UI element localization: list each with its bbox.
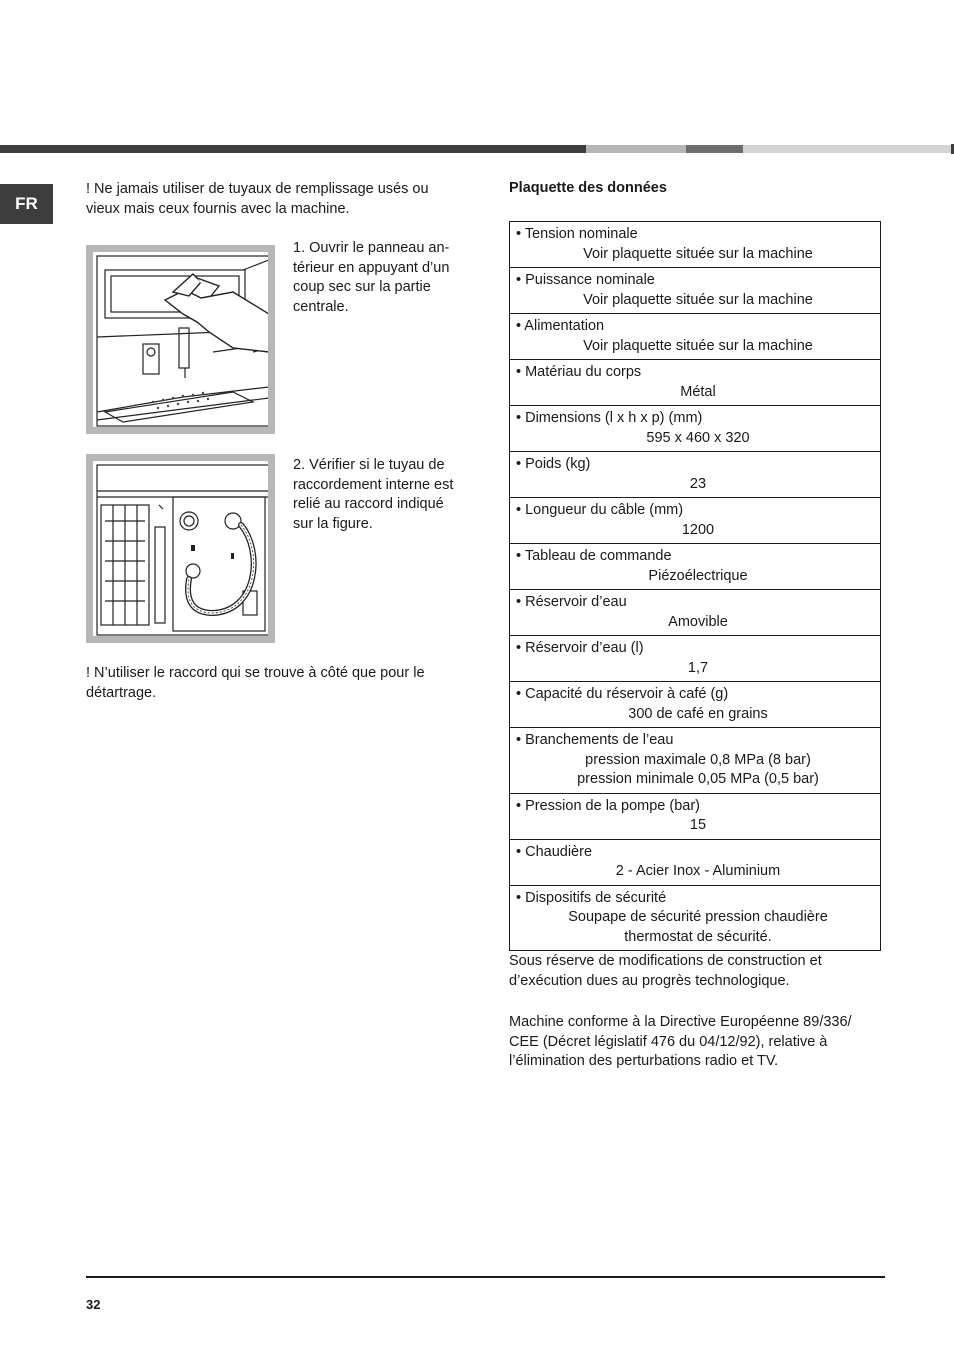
spec-row bbox=[510, 636, 881, 682]
warning-descaling-connector: ! N’utiliser le raccord qui se trouve à côté que pour le détartrage. bbox=[86, 665, 425, 701]
spec-row bbox=[510, 728, 881, 794]
spec-value: pression maximale 0,8 MPa (8 bar) pression minimale 0,05 MPa (0,5 bar) bbox=[577, 751, 819, 787]
spec-value: Voir plaquette située sur la machine bbox=[583, 291, 813, 308]
spec-cell bbox=[510, 544, 881, 590]
figure-hose-connection bbox=[86, 454, 275, 643]
spec-cell bbox=[510, 793, 881, 839]
spec-value: 23 bbox=[689, 475, 707, 492]
spec-row bbox=[510, 222, 881, 268]
spec-label: • Poids (kg) bbox=[516, 456, 591, 472]
spec-cell bbox=[510, 314, 881, 360]
spec-row bbox=[510, 682, 881, 728]
spec-label: • Capacité du réservoir à café (g) bbox=[516, 686, 729, 702]
spec-value: Soupape de sécurité pression chaudière thermostat de sécurité. bbox=[568, 909, 828, 945]
spec-label: • Chaudière bbox=[516, 843, 593, 860]
spec-row bbox=[510, 452, 881, 498]
spec-label: • Pression de la pompe (bar) bbox=[516, 797, 700, 814]
spec-cell bbox=[510, 682, 881, 728]
spec-label: • Réservoir d’eau bbox=[516, 594, 627, 610]
spec-cell bbox=[510, 222, 881, 268]
spec-value: Piézoélectrique bbox=[648, 567, 748, 584]
spec-label: • Alimentation bbox=[516, 318, 605, 334]
spec-row bbox=[510, 885, 881, 951]
spec-cell bbox=[510, 839, 881, 885]
spec-table-title: Plaquette des données bbox=[509, 180, 667, 196]
spec-value: Amovible bbox=[668, 613, 728, 630]
spec-value: 1200 bbox=[681, 521, 715, 538]
spec-row bbox=[510, 590, 881, 636]
spec-row bbox=[510, 498, 881, 544]
spec-cell bbox=[510, 406, 881, 452]
spec-label: • Matériau du corps bbox=[516, 364, 642, 380]
spec-cell bbox=[510, 452, 881, 498]
spec-cell bbox=[510, 728, 881, 794]
spec-row bbox=[510, 406, 881, 452]
spec-label: • Longueur du câble (mm) bbox=[516, 502, 684, 518]
spec-label: • Tableau de commande bbox=[516, 548, 672, 564]
spec-value: 15 bbox=[689, 817, 707, 833]
spec-cell bbox=[510, 636, 881, 682]
spec-value: 2 - Acier Inox - Aluminium bbox=[615, 863, 781, 879]
page-number: 32 bbox=[86, 1297, 101, 1312]
spec-label: • Dispositifs de sécurité bbox=[516, 889, 667, 906]
warning-used-hoses: ! Ne jamais utiliser de tuyaux de remplissage usés ou vieux mais ceux fournis avec la machine. bbox=[86, 181, 429, 217]
spec-row bbox=[510, 793, 881, 839]
spec-value: 595 x 460 x 320 bbox=[646, 429, 750, 446]
spec-label: • Branchements de l’eau bbox=[516, 732, 674, 748]
figure-open-panel bbox=[86, 245, 275, 434]
spec-row bbox=[510, 839, 881, 885]
spec-table bbox=[509, 221, 881, 951]
spec-cell bbox=[510, 360, 881, 406]
spec-label: • Tension nominale bbox=[516, 226, 638, 242]
spec-value: Métal bbox=[680, 383, 716, 400]
spec-label: • Dimensions (l x h x p) (mm) bbox=[516, 410, 703, 426]
language-tab: FR bbox=[0, 184, 53, 224]
spec-row bbox=[510, 314, 881, 360]
spec-cell bbox=[510, 498, 881, 544]
spec-value: Voir plaquette située sur la machine bbox=[583, 245, 813, 262]
spec-row bbox=[510, 360, 881, 406]
footer-rule bbox=[86, 1276, 885, 1278]
spec-cell bbox=[510, 268, 881, 314]
spec-label: • Puissance nominale bbox=[516, 272, 655, 288]
spec-row bbox=[510, 268, 881, 314]
header-color-bar bbox=[0, 145, 954, 153]
spec-row bbox=[510, 544, 881, 590]
spec-value: 1,7 bbox=[687, 659, 709, 676]
spec-cell bbox=[510, 885, 881, 951]
spec-label: • Réservoir d’eau (l) bbox=[516, 640, 644, 656]
step-2-text: 2. Vérifier si le tuyau de raccordement interne est relié au raccord indiqué sur la figure. bbox=[293, 457, 454, 532]
conformity-note: Machine conforme à la Directive Européenne 89/336/ CEE (Décret législatif 476 du 04/12/92), relative à l’élimination des perturbations radio et TV. bbox=[509, 1014, 852, 1069]
step-1-text: 1. Ouvrir le panneau an- térieur en appuyant d’un coup sec sur la partie centrale. bbox=[293, 240, 450, 315]
spec-cell bbox=[510, 590, 881, 636]
spec-value: 300 de café en grains bbox=[628, 705, 768, 722]
reserve-note: Sous réserve de modifications de construction et d’exécution dues au progrès technologique. bbox=[509, 953, 822, 989]
spec-value: Voir plaquette située sur la machine bbox=[583, 337, 813, 354]
